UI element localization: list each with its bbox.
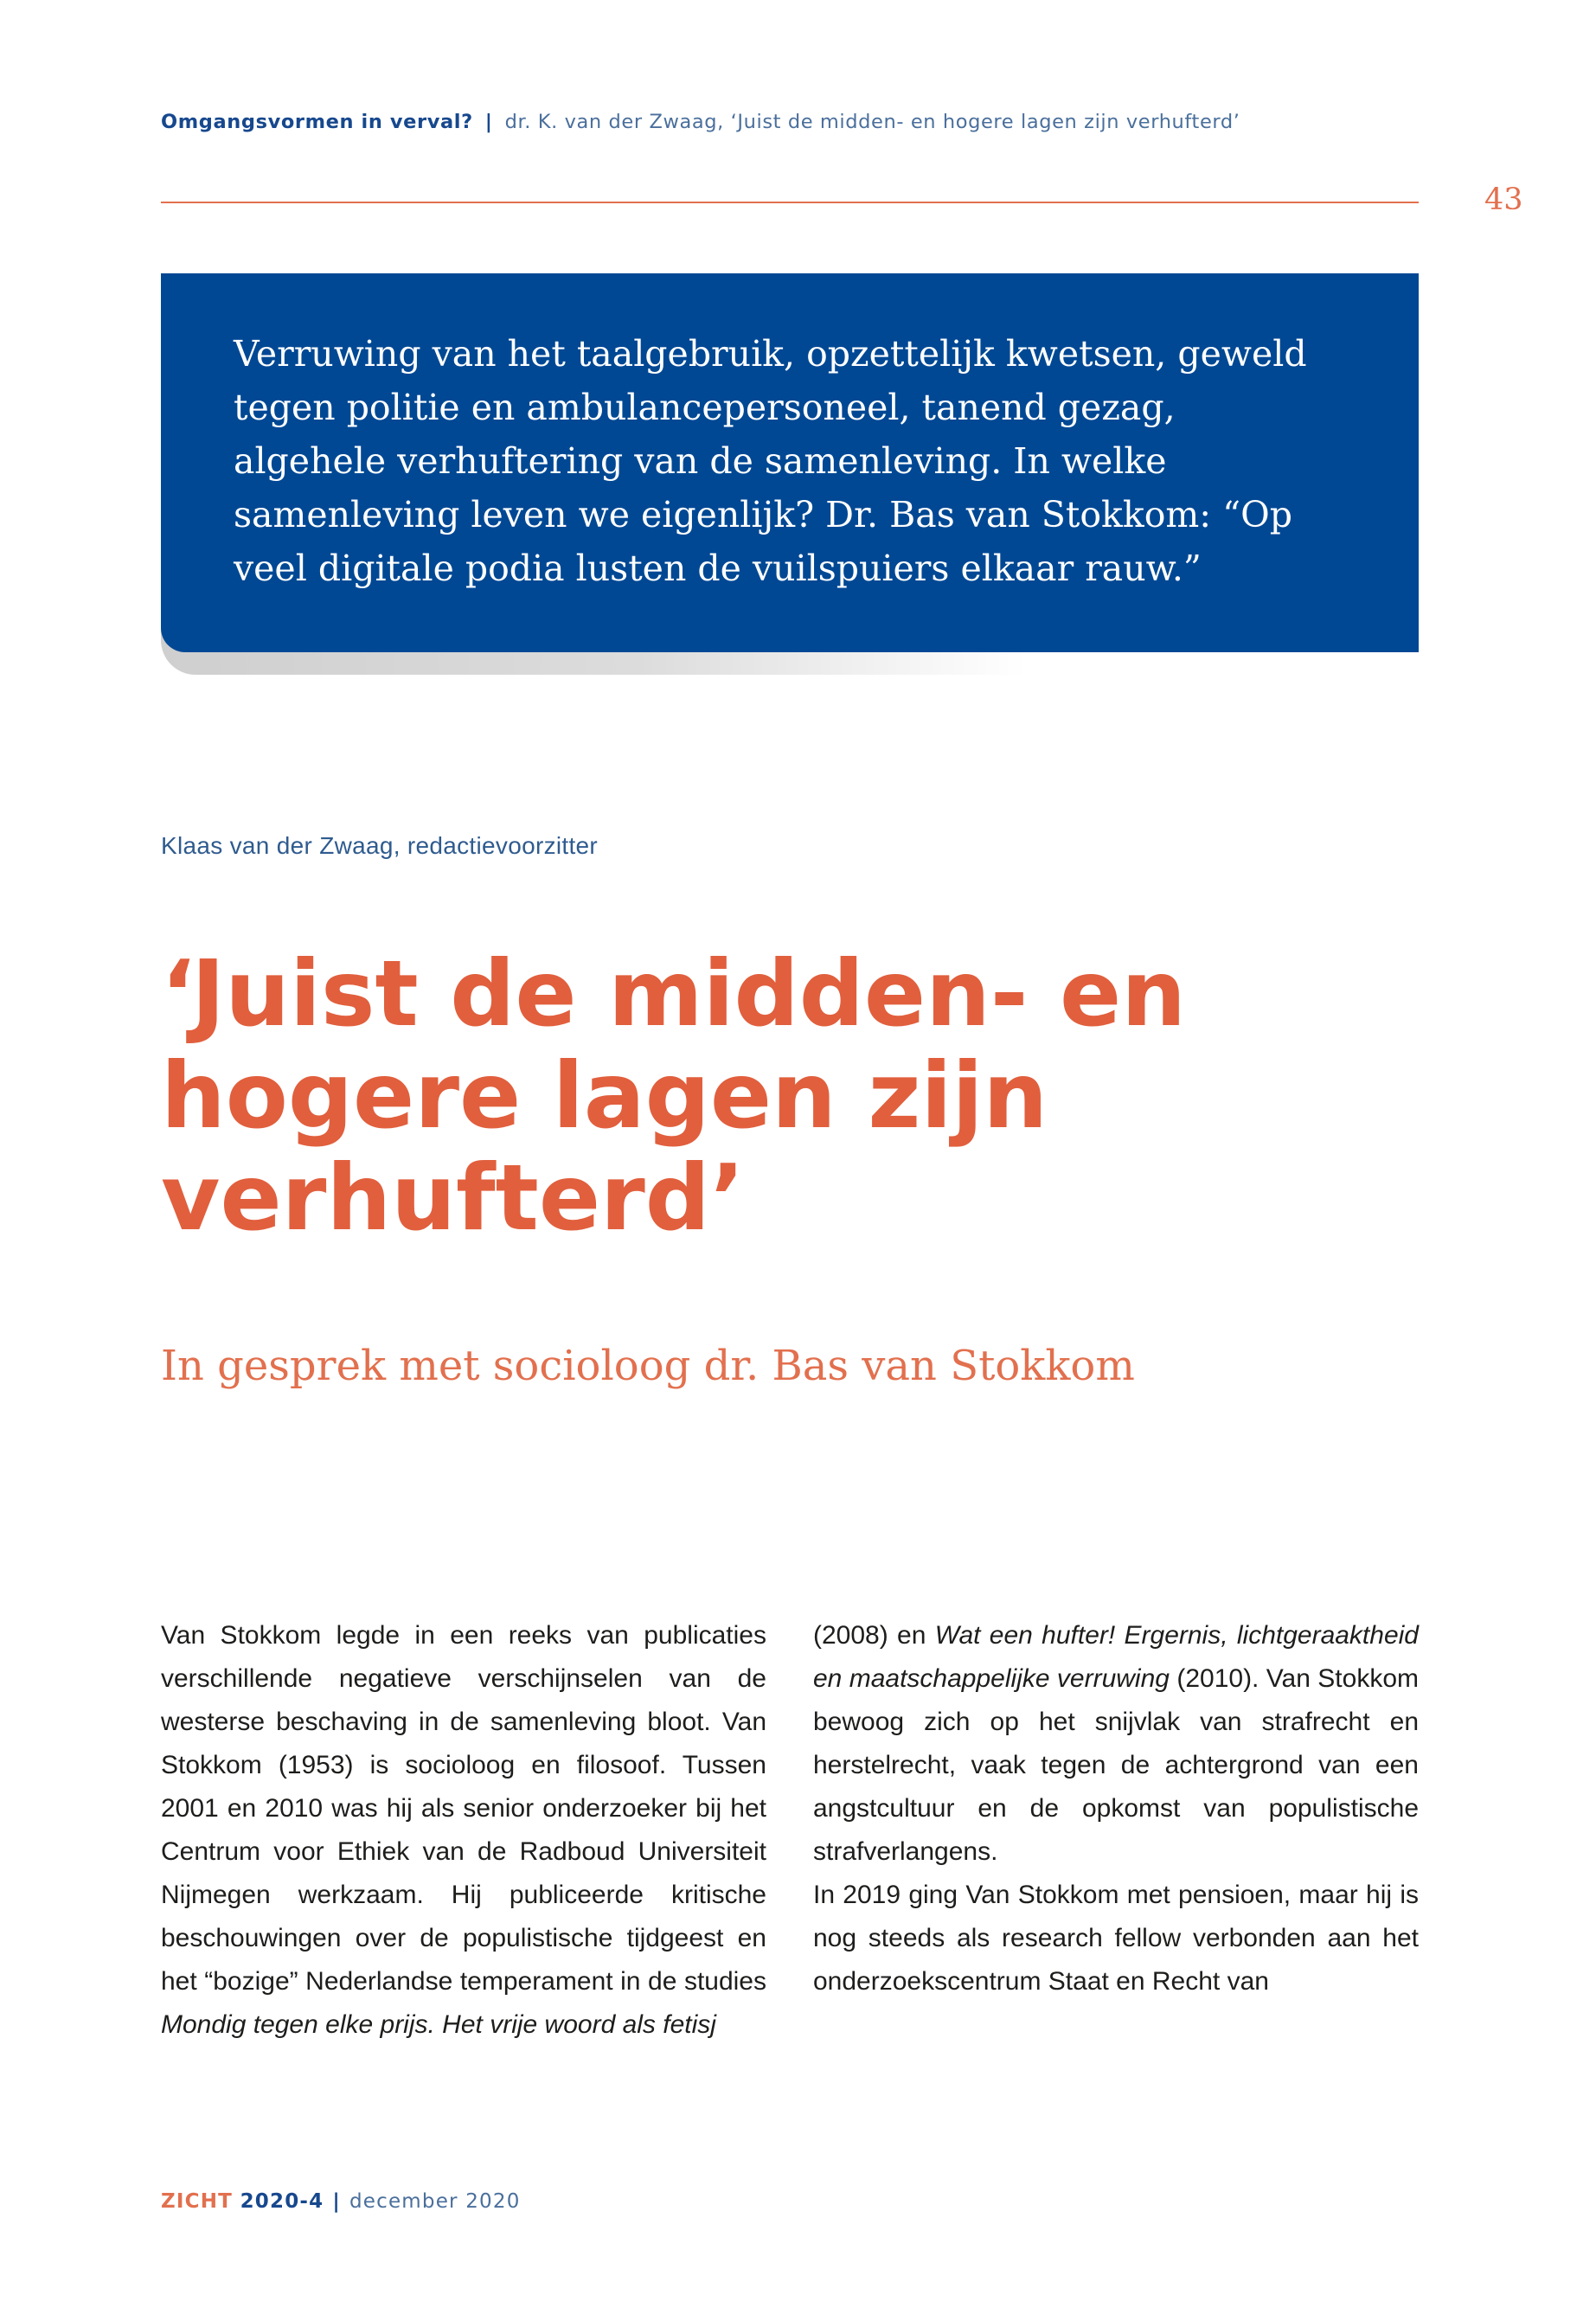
body-text: (2008) en bbox=[813, 1621, 935, 1650]
footer-date: december 2020 bbox=[349, 2190, 521, 2213]
body-paragraph bbox=[161, 1614, 766, 2047]
body-column-left bbox=[161, 1614, 766, 2055]
header-rule bbox=[161, 202, 1419, 203]
header-article-ref: dr. K. van der Zwaag, ‘Juist de midden- en hogere lagen zijn verhufterd’ bbox=[504, 111, 1240, 133]
header-series: Omgangsvormen in verval? bbox=[161, 111, 473, 133]
footer-magazine: ZICHT bbox=[161, 2190, 234, 2213]
intro-text: Verruwing van het taalgebruik, opzettelijk kwetsen, geweld tegen politie en ambulancepersoneel, tanend gezag, algehele verhuftering van de samenleving. In welke samenleving leven we eigenlijk? Dr. Bas van Stokkom: “Op veel digitale podia lusten de vuilspuiers elkaar rauw.” bbox=[234, 333, 1307, 589]
page-number: 43 bbox=[1484, 183, 1523, 217]
body-italic-title: Mondig tegen elke prijs. Het vrije woord als fetisj bbox=[161, 2010, 716, 2039]
body-paragraph bbox=[813, 1614, 1419, 1874]
body-text: Van Stokkom legde in een reeks van publicaties verschillende negatieve verschijnselen van de westerse beschaving in de samenleving bloot. Van Stokkom (1953) is socioloog en filosoof. Tussen 2001 en 2010 was hij als senior onderzoeker bij het Centrum voor Ethiek van de Radboud Universiteit Nijmegen werkzaam. Hij publiceerde kritische beschouwingen over de populistische tijdgeest en het “bozige” Nederlandse temperament in de studies bbox=[161, 1621, 766, 1996]
title-line-1: ‘Juist de midden- en bbox=[161, 941, 1186, 1047]
article-title bbox=[161, 943, 1285, 1272]
article-subtitle: In gesprek met socioloog dr. Bas van Stokkom bbox=[161, 1342, 1135, 1390]
body-paragraph: In 2019 ging Van Stokkom met pensioen, maar hij is nog steeds als research fellow verbonden aan het onderzoekscentrum Staat en Recht van bbox=[813, 1881, 1419, 1996]
body-text: (2010). Van Stokkom bewoog zich op het snijvlak van strafrecht en herstelrecht, vaak tegen de achtergrond van een angstcultuur en de opkomst van populistische strafverlangens. bbox=[813, 1664, 1419, 1866]
title-line-3: verhufterd’ bbox=[161, 1145, 745, 1251]
footer-issue: 2020-4 bbox=[240, 2190, 324, 2213]
author-byline: Klaas van der Zwaag, redactievoorzitter bbox=[161, 832, 599, 859]
title-line-2: hogere lagen zijn bbox=[161, 1043, 1048, 1149]
header-separator: | bbox=[484, 111, 493, 133]
body-italic-title: Wat een hufter! Ergernis, lichtgeraaktheid en maatschappelijke verruwing bbox=[813, 1621, 1419, 1693]
footer-separator: | bbox=[332, 2190, 341, 2213]
page-footer bbox=[161, 2190, 853, 2221]
body-column-right bbox=[813, 1614, 1419, 2055]
running-header bbox=[161, 111, 1424, 142]
intro-box bbox=[161, 273, 1419, 652]
